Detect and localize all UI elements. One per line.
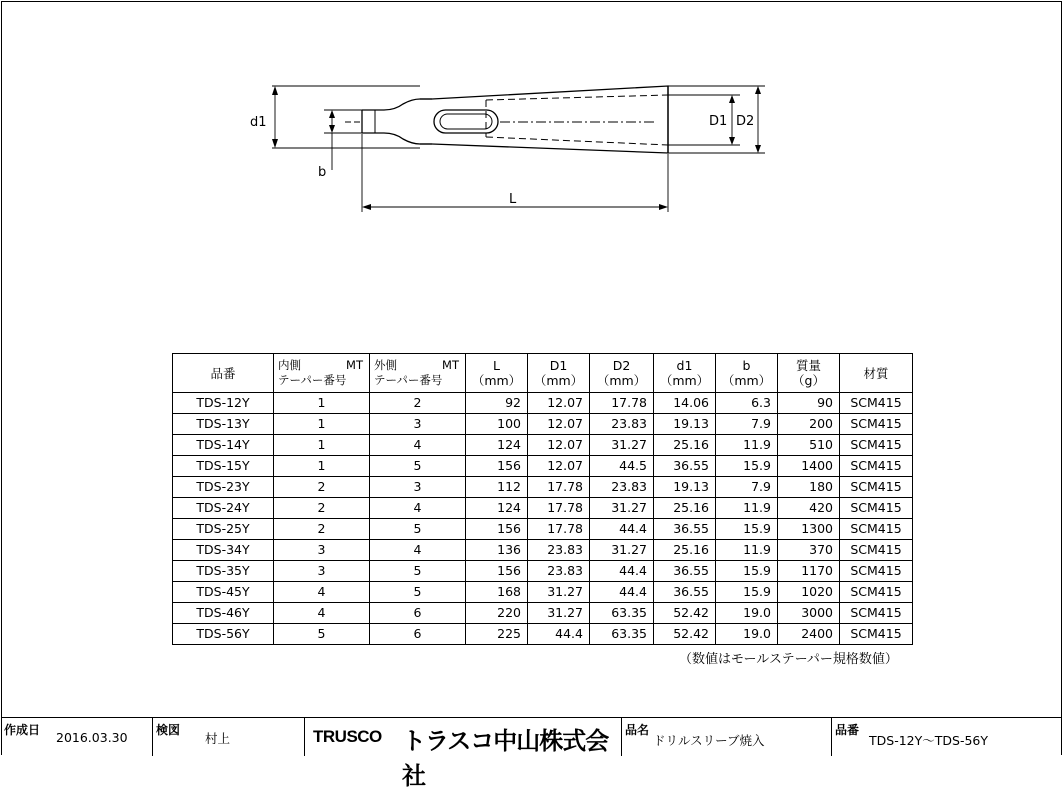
part-number-value: TDS-12Y～TDS-56Y	[869, 733, 988, 748]
cell-b: 15.9	[716, 519, 778, 540]
cell-outer-mt: 6	[370, 624, 466, 645]
cell-D1: 31.27	[528, 603, 590, 624]
header-D1: D1 （mm）	[528, 354, 590, 393]
cell-L: 112	[466, 477, 528, 498]
cell-d1: 36.55	[654, 582, 716, 603]
table-row	[173, 456, 913, 477]
cell-D1: 12.07	[528, 414, 590, 435]
created-date-value: 2016.03.30	[56, 730, 128, 745]
cell-mass: 420	[778, 498, 840, 519]
cell-b: 15.9	[716, 582, 778, 603]
header-mass: 質量 （g）	[778, 354, 840, 393]
cell-part: TDS-24Y	[173, 498, 274, 519]
cell-d1: 36.55	[654, 519, 716, 540]
cell-b: 11.9	[716, 498, 778, 519]
cell-D1: 17.78	[528, 498, 590, 519]
D2-label: D2	[736, 114, 755, 129]
cell-part: TDS-56Y	[173, 624, 274, 645]
table-row	[173, 477, 913, 498]
table-note: （数値はモールステーパー規格数値）	[679, 652, 898, 667]
cell-b: 6.3	[716, 393, 778, 414]
cell-L: 168	[466, 582, 528, 603]
cell-material: SCM415	[840, 456, 913, 477]
cell-outer-mt: 4	[370, 498, 466, 519]
cell-d1: 14.06	[654, 393, 716, 414]
product-name-label: 品名	[625, 723, 650, 737]
cell-L: 124	[466, 435, 528, 456]
cell-inner-mt: 4	[274, 603, 370, 624]
table-row	[173, 393, 913, 414]
L-arrow-left	[362, 204, 371, 210]
cell-part: TDS-25Y	[173, 519, 274, 540]
checked-value: 村上	[205, 731, 231, 746]
D1-arrow-top	[729, 95, 735, 103]
header-inner-mt: 内側 MT テーパー番号	[274, 354, 370, 393]
cell-mass: 370	[778, 540, 840, 561]
cell-material: SCM415	[840, 477, 913, 498]
cell-d1: 25.16	[654, 435, 716, 456]
tang-top-outline	[362, 99, 432, 110]
table-body	[173, 393, 913, 645]
d1-arrow-top	[272, 86, 278, 95]
cell-part: TDS-23Y	[173, 477, 274, 498]
D2-arrow-top	[755, 86, 761, 94]
cell-part: TDS-34Y	[173, 540, 274, 561]
cell-L: 100	[466, 414, 528, 435]
cell-material: SCM415	[840, 582, 913, 603]
cell-d1: 36.55	[654, 456, 716, 477]
cell-material: SCM415	[840, 393, 913, 414]
cell-d1: 19.13	[654, 477, 716, 498]
cell-outer-mt: 2	[370, 393, 466, 414]
cell-D2: 31.27	[590, 498, 654, 519]
drift-slot-inner	[440, 114, 492, 129]
cell-inner-mt: 1	[274, 435, 370, 456]
header-material: 材質	[840, 354, 913, 393]
cell-D1: 12.07	[528, 393, 590, 414]
table-row	[173, 498, 913, 519]
cell-material: SCM415	[840, 414, 913, 435]
cell-D1: 44.4	[528, 624, 590, 645]
cell-inner-mt: 3	[274, 540, 370, 561]
table-row	[173, 435, 913, 456]
checked-cell	[153, 718, 305, 756]
cell-material: SCM415	[840, 519, 913, 540]
header-d1: d1 （mm）	[654, 354, 716, 393]
internal-taper-bottom	[486, 137, 668, 145]
cell-mass: 90	[778, 393, 840, 414]
cell-b: 15.9	[716, 561, 778, 582]
cell-D2: 31.27	[590, 540, 654, 561]
cell-D1: 23.83	[528, 540, 590, 561]
cell-part: TDS-35Y	[173, 561, 274, 582]
cell-D2: 63.35	[590, 603, 654, 624]
b-label: b	[318, 165, 327, 180]
cell-L: 156	[466, 519, 528, 540]
cell-inner-mt: 1	[274, 393, 370, 414]
header-part: 品番	[173, 354, 274, 393]
cell-D1: 12.07	[528, 456, 590, 477]
d1-label: d1	[250, 115, 267, 130]
cell-L: 220	[466, 603, 528, 624]
cell-material: SCM415	[840, 561, 913, 582]
cell-D2: 44.4	[590, 561, 654, 582]
cell-D2: 44.4	[590, 519, 654, 540]
cell-d1: 25.16	[654, 498, 716, 519]
header-D2: D2 （mm）	[590, 354, 654, 393]
product-name-cell	[622, 718, 832, 756]
cell-inner-mt: 2	[274, 498, 370, 519]
cell-material: SCM415	[840, 540, 913, 561]
trusco-logo-word: TRUSCO	[313, 727, 382, 746]
cell-outer-mt: 4	[370, 435, 466, 456]
D1-arrow-bottom	[729, 137, 735, 145]
cell-material: SCM415	[840, 498, 913, 519]
cell-inner-mt: 1	[274, 456, 370, 477]
cell-b: 19.0	[716, 603, 778, 624]
cell-outer-mt: 5	[370, 582, 466, 603]
table-row	[173, 414, 913, 435]
cell-d1: 25.16	[654, 540, 716, 561]
cell-mass: 180	[778, 477, 840, 498]
cell-D2: 44.4	[590, 582, 654, 603]
cell-b: 7.9	[716, 477, 778, 498]
cell-b: 15.9	[716, 456, 778, 477]
company-logo-cell	[305, 718, 622, 790]
cell-outer-mt: 4	[370, 540, 466, 561]
cell-mass: 510	[778, 435, 840, 456]
cell-D2: 23.83	[590, 414, 654, 435]
cell-part: TDS-14Y	[173, 435, 274, 456]
cell-b: 11.9	[716, 435, 778, 456]
table-row	[173, 519, 913, 540]
header-b: b （mm）	[716, 354, 778, 393]
b-arrow-top	[329, 110, 335, 118]
product-name-value: ドリルスリーブ焼入	[653, 733, 765, 748]
header-L: L （mm）	[466, 354, 528, 393]
cell-L: 136	[466, 540, 528, 561]
cell-material: SCM415	[840, 624, 913, 645]
cell-b: 11.9	[716, 540, 778, 561]
cell-inner-mt: 2	[274, 519, 370, 540]
cell-outer-mt: 3	[370, 477, 466, 498]
cell-part: TDS-13Y	[173, 414, 274, 435]
cell-L: 92	[466, 393, 528, 414]
cell-material: SCM415	[840, 435, 913, 456]
drift-slot	[434, 110, 498, 133]
created-date-cell	[1, 718, 153, 756]
cell-mass: 3000	[778, 603, 840, 624]
sleeve-technical-drawing	[0, 0, 1064, 360]
cell-mass: 200	[778, 414, 840, 435]
cell-inner-mt: 4	[274, 582, 370, 603]
created-date-label: 作成日	[4, 723, 41, 737]
cell-part: TDS-45Y	[173, 582, 274, 603]
part-number-label: 品番	[835, 723, 860, 737]
cell-d1: 19.13	[654, 414, 716, 435]
cell-D2: 31.27	[590, 435, 654, 456]
cell-outer-mt: 5	[370, 519, 466, 540]
cell-D1: 12.07	[528, 435, 590, 456]
cell-mass: 1300	[778, 519, 840, 540]
cell-mass: 1020	[778, 582, 840, 603]
D1-label: D1	[709, 114, 728, 129]
cell-inner-mt: 3	[274, 561, 370, 582]
table-row	[173, 582, 913, 603]
cell-part: TDS-46Y	[173, 603, 274, 624]
D2-arrow-bottom	[755, 145, 761, 153]
L-arrow-right	[659, 204, 668, 210]
cell-D1: 17.78	[528, 477, 590, 498]
cell-D1: 31.27	[528, 582, 590, 603]
cell-D1: 23.83	[528, 561, 590, 582]
cell-material: SCM415	[840, 603, 913, 624]
company-name-logo: トラスコ中山株式会社	[402, 727, 609, 790]
cell-outer-mt: 3	[370, 414, 466, 435]
cell-inner-mt: 5	[274, 624, 370, 645]
cell-outer-mt: 6	[370, 603, 466, 624]
cell-b: 19.0	[716, 624, 778, 645]
cell-d1: 52.42	[654, 624, 716, 645]
cell-mass: 2400	[778, 624, 840, 645]
cell-L: 124	[466, 498, 528, 519]
b-arrow-bottom	[329, 125, 335, 133]
internal-taper-top	[486, 95, 668, 100]
cell-L: 156	[466, 561, 528, 582]
cell-inner-mt: 2	[274, 477, 370, 498]
table-row	[173, 561, 913, 582]
cell-d1: 52.42	[654, 603, 716, 624]
cell-mass: 1400	[778, 456, 840, 477]
cell-D2: 17.78	[590, 393, 654, 414]
table-row	[173, 540, 913, 561]
cell-part: TDS-12Y	[173, 393, 274, 414]
cell-b: 7.9	[716, 414, 778, 435]
part-number-cell	[832, 718, 1062, 756]
cell-part: TDS-15Y	[173, 456, 274, 477]
header-outer-mt: 外側 MT テーパー番号	[370, 354, 466, 393]
cell-d1: 36.55	[654, 561, 716, 582]
L-label: L	[509, 192, 517, 207]
cell-outer-mt: 5	[370, 561, 466, 582]
cell-D2: 23.83	[590, 477, 654, 498]
cell-L: 225	[466, 624, 528, 645]
checked-label: 検図	[156, 723, 181, 737]
cell-outer-mt: 5	[370, 456, 466, 477]
tang-bottom-outline	[362, 133, 432, 144]
cell-inner-mt: 1	[274, 414, 370, 435]
table-row	[173, 624, 913, 645]
cell-D2: 63.35	[590, 624, 654, 645]
title-block	[1, 717, 1062, 790]
cell-D2: 44.5	[590, 456, 654, 477]
cell-D1: 17.78	[528, 519, 590, 540]
specification-table	[172, 353, 913, 645]
d1-arrow-bottom	[272, 139, 278, 148]
table-row	[173, 603, 913, 624]
table-header-row	[173, 354, 913, 393]
cell-mass: 1170	[778, 561, 840, 582]
cell-L: 156	[466, 456, 528, 477]
